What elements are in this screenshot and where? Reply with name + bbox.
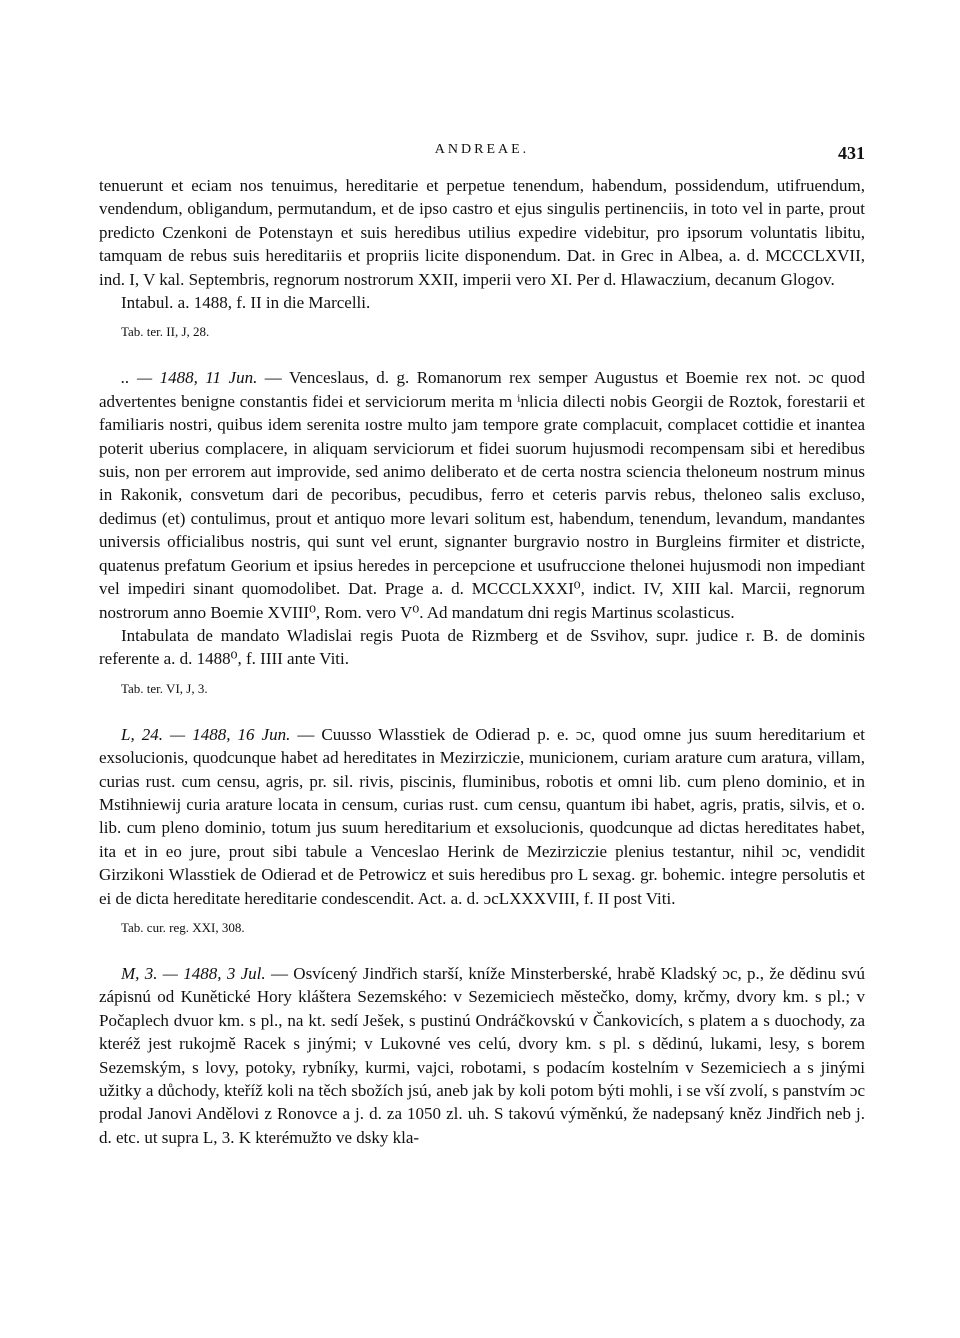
entry-2-text: — Cuusso Wlasstiek de Odierad p. e. ɔc, quod omne jus suum hereditarium et exsolucionis, quodcunque habet ad hereditates in Mezirziczie, municionem, curiam arature cum aratura, villam, curias rust. cum censu, agris, pr. sil. rivis, piscinis, fluminibus, robotis et omni lib. cum pleno dominio, et in Mstihniewij curia arature locata in censum, curias rust. cum censu, quantum ibi habet, agris, pratis, silvis, et o. lib. cum pleno dominio, totum jus suum hereditarium et exsolucionis, quodcunque ad dictas hereditates habet, ita et in eo jure, prout sibi tabule a Venceslao Herink de Mezirziczie plenius testantur, nihil ɔc, vendidit Girzikoni Wlasstiek de Odierad et de Petrowicz et suis heredibus pro L sexag. gr. bohemic. integre persolutis et ei de dicta hereditate hereditarie condescendit. Act. a. d. ɔcLXXXVIII, f. II post Viti. [99, 724, 865, 908]
entry-prev-ref: Tab. ter. II, J, 28. [121, 324, 210, 340]
entry-1-ref: Tab. ter. VI, J, 3. [121, 680, 208, 696]
entry-1-head: .. — 1488, 11 Jun. [121, 368, 258, 388]
page-number: 431 [838, 143, 865, 163]
spacer [99, 697, 865, 723]
entry-prev-note: Intabul. a. 1488, f. II in die Marcelli. [121, 293, 371, 313]
spacer [99, 340, 865, 366]
entry-1-note: Intabulata de mandato Wladislai regis Puota de Rizmberg et de Ssvihov, supr. judice r. B. de dominis referente a. d. 1488⁰, f. IIII ante Viti. [99, 625, 865, 669]
document-page [99, 138, 865, 1149]
entry-1-text: — Venceslaus, d. g. Romanorum rex semper Augustus et Boemie rex not. ɔc quod advertentes benigne constantis fidei et serviciorum merita m ⁱnlicia dilecti nobis Georgii de Roztok, forestarii et familiaris nostri, quibus idem serenita ıostre multo jam tempore grate complacuit, complacet cottidie et inantea poterit uberius complacere, in aliquam serviciorum et fidei suorum hujusmodi recompensam sibi et heredibus suis, non per errorem aut improvide, sed animo deliberato et de certa nostra sciencia theloneum nostrum minus in Rakonik, consvetum dari de pecoribus, pecudibus, ferro et ceteris parvis rebus, theloneo salis excluso, dedimus (et) contulimus, prout et antiquo more levari solitum est, habendum, tenendum, levandum, mandantes universis officialibus nostris, qui sunt vel erunt, signanter burgravio nostro in Burgleins firmiter et districte, quatenus prefatum Georium et ipsius heredes in percepcione et usufruccione thelonei hujusmodi non impediant vel impediri sinant quomodolibet. Dat. Prage a. d. MCCCLXXXI⁰, indict. IV, XIII kal. Marcii, regnorum nostrorum anno Boemie XVIII⁰, Rom. vero V⁰. Ad mandatum dni regis Martinus scolasticus. [99, 368, 865, 622]
entry-2-ref: Tab. cur. reg. XXI, 308. [121, 919, 245, 935]
entry-3-paragraph [99, 962, 865, 1149]
entry-3-head: M, 3. — 1488, 3 Jul. [121, 963, 266, 983]
entry-1-paragraph [99, 366, 865, 623]
entry-prev-text: tenuerunt et eciam nos tenuimus, hereditarie et perpetue tenendum, habendum, possidendum, utifruendum, vendendum, obligandum, permutandum, et de ipso castro et ejus singulis pertinenciis, in toto vel in parte, prout predicto Czenkoni de Potenstayn et suis heredibus utilius expedire videbitur, pro ipsorum voluntatis libitu, tamquam de rebus suis hereditariis et propriis licite disponendum. Dat. in Grec in Albea, a. d. MCCCLXVII, ind. I, V kal. Septembris, regnorum nostrorum XXII, imperii vero XI. Per d. Hlawaczium, decanum Glogov. [99, 176, 865, 289]
entry-3-text: — Osvícený Jindřich starší, kníže Minsterberské, hrabě Kladský ɔc, p., že dědinu svú zápisnú od Kunětické Hory kláštera Sezemského: v Sezemiciech městečko, domy, krčmy, dvory km. s pl.; v Počaplech dvuor km. s pl., na kt. sedí Ješek, s pustinú Ondráčkovskú v Čankovicích, s platem a s duochody, za kteréž jest rukojmě Racek s jinými; v Lukovné ves celú, dvory km. s pl. s dědinú, lukami, lesy, s borem Sezemským, s lovy, potoky, rybníky, kurmi, vajci, robotami, s podacím kostelním v Sezemiciech a s jinými užitky a důchody, kteříž koli na těch sbožích jsú, aneb jak by koli potom býti mohli, i se vší zvolí, s panstvím ɔc prodal Janovi Andělovi z Ronovce a j. d. za 1050 zl. uh. S takovú výměnkú, že nadepsaný kněz Jindřich neb j. d. etc. ut supra L, 3. K kterémužto ve dsky kla- [99, 963, 865, 1147]
entry-2-head: L, 24. — 1488, 16 Jun. [121, 724, 291, 744]
running-head [99, 138, 865, 174]
spacer [99, 936, 865, 962]
entry-2-paragraph [99, 723, 865, 910]
running-title: ANDREAE. [434, 142, 530, 157]
